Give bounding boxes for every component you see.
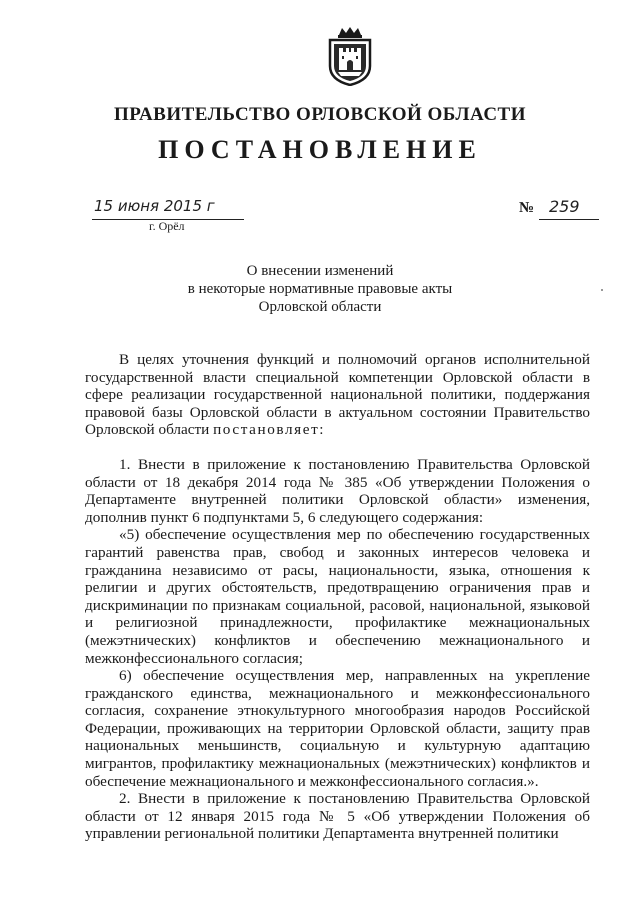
heading-line: в некоторые нормативные правовые акты [187, 281, 453, 297]
document-body [85, 351, 590, 843]
handwritten-date: 15 июня 2015 г [94, 197, 215, 215]
heading-line: Орловской области [258, 299, 382, 315]
subparagraph-5: «5) обеспечение осуществления мер по обеспечению государственных гарантий равенства прав, свобод и законных интересов человека и гражданина независимо от расы, национальности, языка, отношения к религии и других обстоятельств, предотвращению ограничения прав и дискриминации по признакам социальной, расовой, национальной, языковой и религиозной принадлежности, профилактике межнациональных (межэтнических) конфликтов и обеспечению межнационального и межконфессионального согласия; [85, 526, 590, 667]
number-field [539, 197, 599, 220]
document-heading [0, 262, 640, 316]
city-label: г. Орёл [149, 219, 185, 233]
scan-speck [601, 289, 603, 291]
paragraph-item-1: 1. Внести в приложение к постановлению Правительства Орловской области от 18 декабря 2014 года № 385 «Об утверждении Положения о Департаменте внутренней политики Орловской области» изменения, дополнив пункт 6 подпунктами 5, 6 следующего содержания: [85, 455, 590, 526]
number-label: № [519, 200, 535, 216]
heading-line: О внесении изменений [246, 263, 394, 279]
decree-keyword: постановляет: [213, 421, 326, 439]
subparagraph-6: 6) обеспечение осуществления мер, направленных на укрепление гражданского единства, межнационального и межконфессионального согласия, сохранение этнокультурного многообразия народов Российской Федерации, проживающих на территории Орловской области, защиту прав национальных меньшинств, социальную и культурную адаптацию мигрантов, профилактику межнациональных (межэтнических) конфликтов и обеспечение межнационального и межконфессионального согласия.». [85, 667, 590, 790]
date-field [92, 197, 244, 220]
document-type: ПОСТАНОВЛЕНИЕ [158, 135, 482, 164]
coat-of-arms-icon [326, 26, 374, 86]
intro-text: В целях уточнения функций и полномочий органов исполнительной государственной власти специальной компетенции Орловской области в сфере реализации государственной национальной политики, поддержания правовой базы Орловской области в актуальном состоянии Правительство Орловской области [85, 351, 590, 439]
paragraph-item-2: 2. Внести в приложение к постановлению Правительства Орловской области от 12 января 2015 года № 5 «Об утверждении Положения об управлении региональной политики Департамента внутренней политики [85, 790, 590, 843]
handwritten-number: 259 [549, 197, 580, 216]
government-title: ПРАВИТЕЛЬСТВО ОРЛОВСКОЙ ОБЛАСТИ [113, 104, 526, 125]
intro-paragraph [85, 351, 590, 439]
